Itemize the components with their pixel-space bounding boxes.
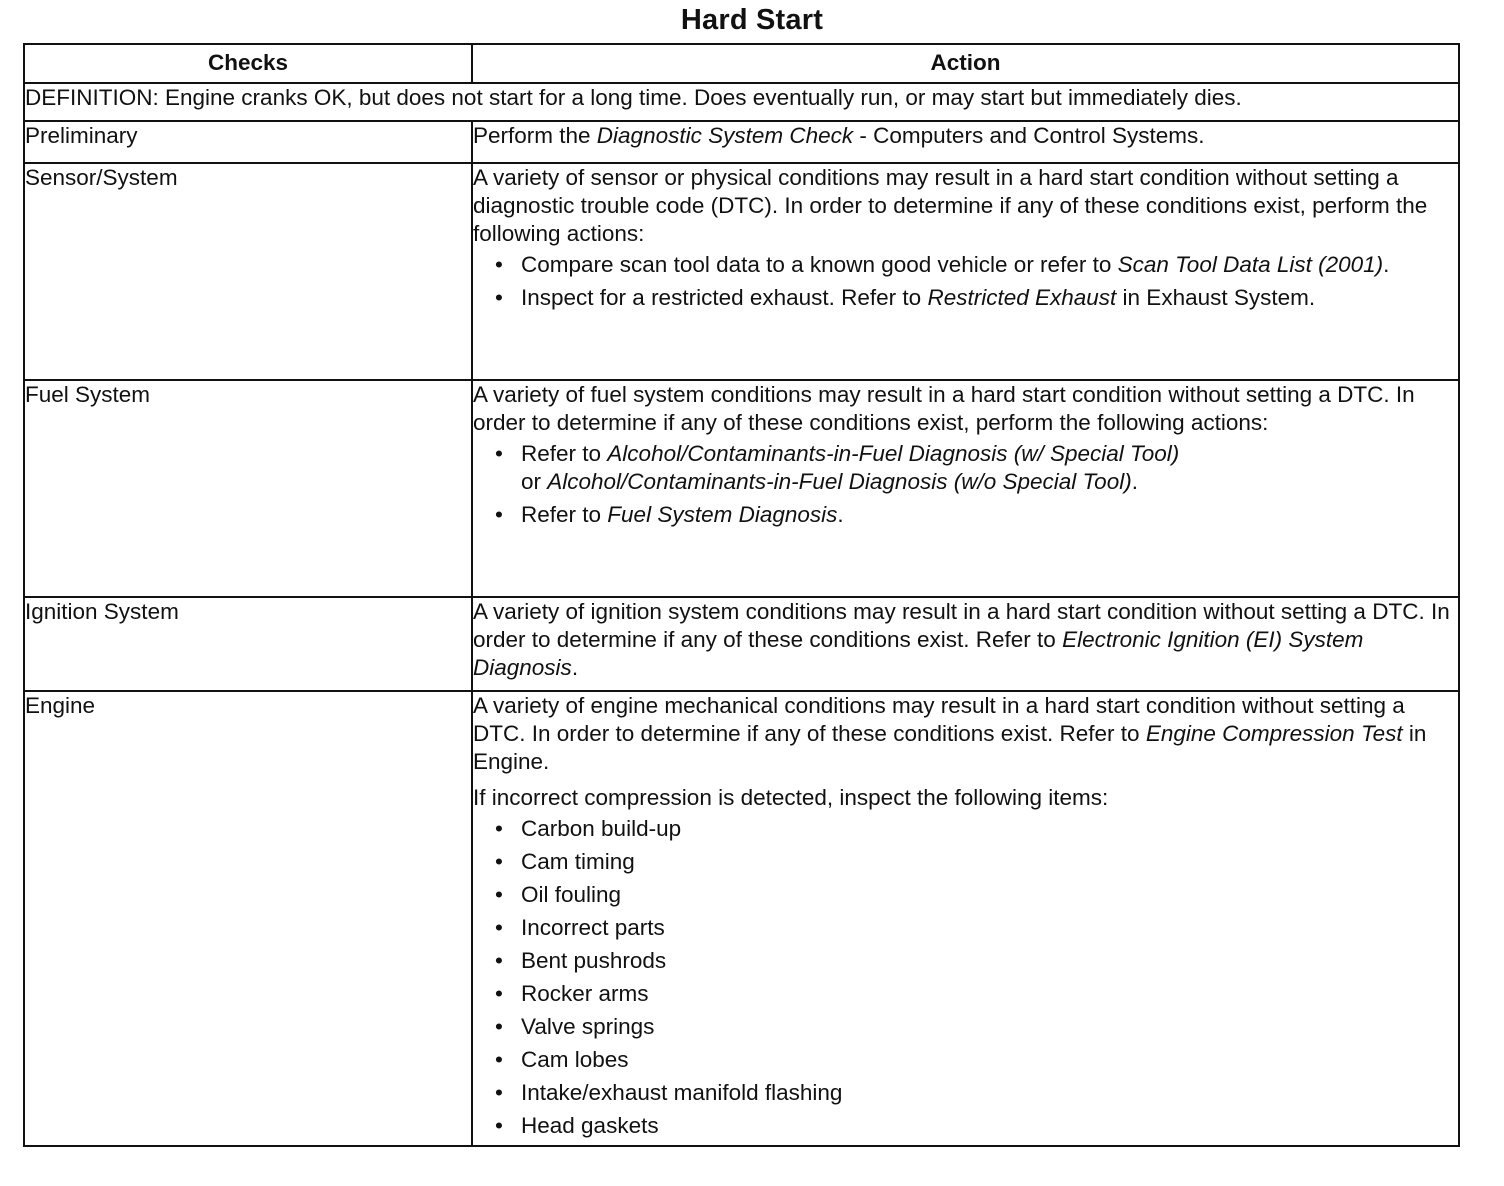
list-item: • Cam lobes [495,1046,1458,1074]
check-fuel-system: Fuel System [24,380,472,597]
action-text: Refer to [521,441,608,466]
action-text: or [521,469,548,494]
action-text: A variety of engine mechanical conditions may result in a hard start condition without setting a DTC. In order to determine if any of these conditions exist. Refer to [473,693,1405,746]
action-intro: A variety of fuel system conditions may result in a hard start condition without setting a DTC. In order to determine if any of these conditions exist, perform the following actions: [473,382,1415,435]
action-text: Compare scan tool data to a known good vehicle or refer to [521,252,1118,277]
action-text: in Engine. [473,721,1427,774]
restricted-exhaust-link[interactable]: Restricted Exhaust [927,285,1117,310]
action-intro: A variety of sensor or physical conditions may result in a hard start condition without setting a diagnostic trouble code (DTC). In order to determine if any of these conditions exist, perform the following actions: [473,165,1428,246]
check-preliminary: Preliminary [24,121,472,163]
action-text: Perform the [473,123,597,148]
table-row-preliminary [24,121,1459,163]
action-intro [473,692,1458,776]
action-text: Inspect for a restricted exhaust. Refer to [521,285,928,310]
list-item: • Head gaskets [495,1112,1458,1140]
list-item [495,251,1458,279]
inspect-paragraph: If incorrect compression is detected, inspect the following items: [473,785,1109,810]
table-row-sensor-system [24,163,1459,380]
action-engine [472,691,1459,1146]
action-bullets [473,440,1458,529]
action-text: - Computers and Control Systems. [853,123,1205,148]
page-title: Hard Start [680,4,824,36]
list-item: • Incorrect parts [495,914,1458,942]
engine-compression-test-link[interactable]: Engine Compression Test [1145,721,1403,746]
action-text: A variety of ignition system conditions may result in a hard start condition without setting a DTC. In order to determine if any of these conditions exist. Refer to [473,599,1450,652]
action-text: . [571,655,579,680]
action-ignition-system [472,597,1459,691]
action-fuel-system [472,380,1459,597]
table-row-fuel-system [24,380,1459,597]
alcohol-contaminants-special-tool-link[interactable]: Alcohol/Contaminants-in-Fuel Diagnosis (w/ Special Tool) [607,441,1180,466]
action-text: Refer to [521,502,608,527]
list-item: • Intake/exhaust manifold flashing [495,1079,1458,1107]
definition-row [24,83,1459,121]
action-text: . [837,502,844,527]
action-text: . [1131,469,1138,494]
definition-text: DEFINITION: Engine cranks OK, but does not start for a long time. Does eventually run, or may start but immediately dies. [24,83,1459,121]
table-row-engine [24,691,1459,1146]
scan-tool-data-list-link[interactable]: Scan Tool Data List (2001) [1117,252,1384,277]
inspect-items-list [473,815,1458,1140]
action-bullets [473,251,1458,312]
list-item [495,284,1458,312]
table-row-ignition-system [24,597,1459,691]
alcohol-contaminants-no-special-tool-link[interactable]: Alcohol/Contaminants-in-Fuel Diagnosis (w/o Special Tool) [547,469,1132,494]
action-preliminary [472,121,1459,163]
list-item [495,440,1458,496]
action-sensor-system [472,163,1459,380]
diagnostic-system-check-link[interactable]: Diagnostic System Check [596,123,854,148]
hard-start-table [23,43,1460,1147]
list-item [495,501,1458,529]
action-text: in Exhaust System. [1116,285,1316,310]
list-item: • Cam timing [495,848,1458,876]
header-checks: Checks [24,44,472,83]
list-item: • Carbon build-up [495,815,1458,843]
list-item: • Bent pushrods [495,947,1458,975]
check-ignition-system: Ignition System [24,597,472,691]
electronic-ignition-diagnosis-link[interactable]: Electronic Ignition (EI) System Diagnosis [473,627,1364,680]
check-sensor-system: Sensor/System [24,163,472,380]
list-item: • Valve springs [495,1013,1458,1041]
check-engine: Engine [24,691,472,1146]
fuel-system-diagnosis-link[interactable]: Fuel System Diagnosis [607,502,838,527]
action-text: . [1383,252,1390,277]
header-row [24,44,1459,83]
list-item: • Rocker arms [495,980,1458,1008]
list-item: • Oil fouling [495,881,1458,909]
header-action: Action [472,44,1459,83]
